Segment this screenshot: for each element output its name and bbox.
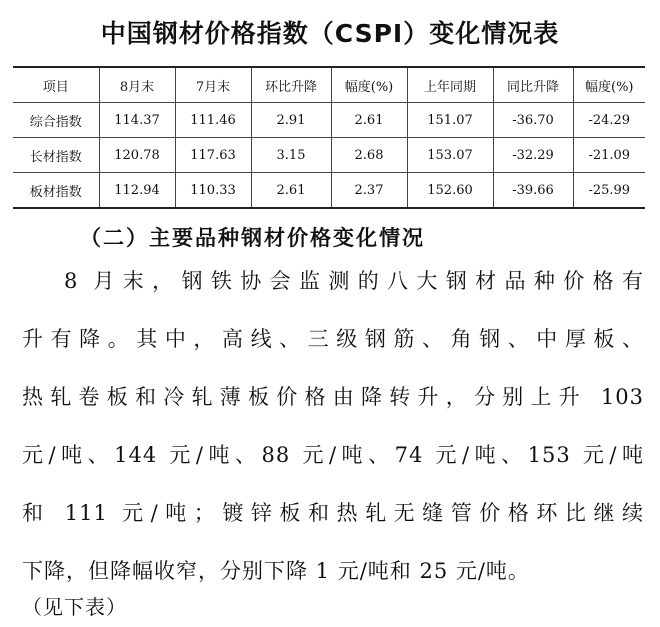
paragraph-line: 元/吨、144 元/吨、88 元/吨、74 元/吨、153 元/吨: [22, 443, 644, 467]
header-last-year: 上年同期: [407, 67, 493, 103]
table-row: [13, 173, 645, 209]
table-cell: 153.07: [407, 138, 493, 173]
table-title: 中国钢材价格指数（CSPI）变化情况表: [100, 19, 560, 48]
table-cell: 长材指数: [13, 138, 99, 173]
table-cell: -39.66: [493, 173, 573, 209]
table-header-row: [13, 67, 645, 103]
paragraph-line: 升有降。其中，高线、三级钢筋、角钢、中厚板、: [22, 327, 644, 351]
table-cell: 152.60: [407, 173, 493, 209]
table-cell: 112.94: [99, 173, 175, 209]
header-aug-end: 8月末: [99, 67, 175, 103]
table-cell: 综合指数: [13, 103, 99, 138]
table-row: [13, 103, 645, 138]
cspi-table: [13, 66, 645, 209]
table-cell: 120.78: [99, 138, 175, 173]
table-cell: -21.09: [573, 138, 645, 173]
table-cell: 151.07: [407, 103, 493, 138]
table-cell: 114.37: [99, 103, 175, 138]
table-cell: 2.61: [251, 173, 331, 209]
table-cell: -36.70: [493, 103, 573, 138]
header-item: 项目: [13, 67, 99, 103]
table-cell: -25.99: [573, 173, 645, 209]
table-cell: 板材指数: [13, 173, 99, 209]
table-cell: 117.63: [175, 138, 251, 173]
table-row: [13, 138, 645, 173]
table-cell: 3.15: [251, 138, 331, 173]
paragraph-line: 8 月末，钢铁协会监测的八大钢材品种价格有: [64, 269, 644, 293]
paragraph-line: （见下表）: [22, 595, 127, 619]
table-cell: 2.61: [331, 103, 407, 138]
paragraph-line: 热轧卷板和冷轧薄板价格由降转升，分别上升 103: [22, 385, 644, 409]
paragraph-line: 下降，但降幅收窄，分别下降 1 元/吨和 25 元/吨。: [22, 559, 530, 583]
header-yoy-pct: 幅度(%): [573, 67, 645, 103]
table-cell: -32.29: [493, 138, 573, 173]
table-cell: 2.37: [331, 173, 407, 209]
section-heading: （二）主要品种钢材价格变化情况: [80, 226, 425, 250]
header-yoy-change: 同比升降: [493, 67, 573, 103]
table-cell: 111.46: [175, 103, 251, 138]
table-cell: 2.91: [251, 103, 331, 138]
table-cell: -24.29: [573, 103, 645, 138]
header-mom-pct: 幅度(%): [331, 67, 407, 103]
table-cell: 110.33: [175, 173, 251, 209]
header-jul-end: 7月末: [175, 67, 251, 103]
table-cell: 2.68: [331, 138, 407, 173]
header-mom-change: 环比升降: [251, 67, 331, 103]
paragraph-line: 和 111 元/吨；镀锌板和热轧无缝管价格环比继续: [22, 501, 644, 525]
